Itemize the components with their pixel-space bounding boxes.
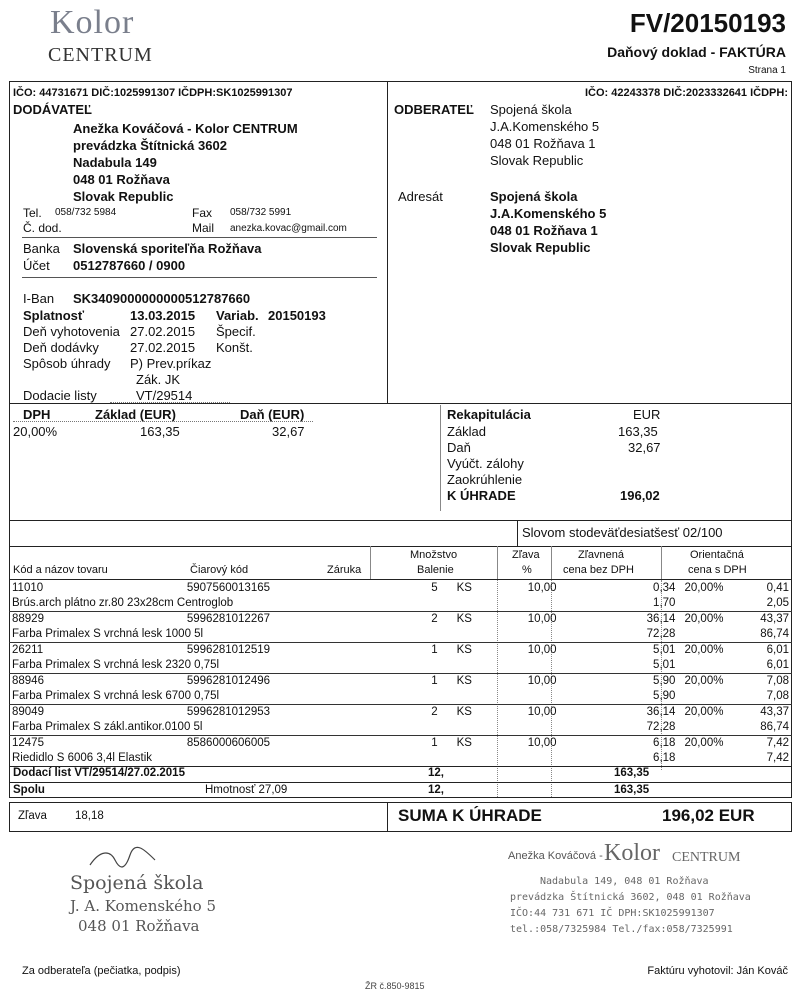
items-table — [9, 581, 792, 766]
item-unit: KS — [456, 582, 472, 594]
item-discount: 10,00 — [527, 737, 557, 749]
supplier-label: DODÁVATEĽ — [13, 102, 92, 117]
item-name: Farba Primalex S zákl.antikor.0100 5l — [12, 721, 203, 733]
table-row — [9, 705, 792, 721]
col-header-disc-pct: % — [522, 564, 532, 576]
var-label: Variab. — [216, 308, 259, 323]
item-unit: KS — [456, 675, 472, 687]
item-vat: 20,00% — [684, 675, 724, 687]
table-row-detail — [9, 751, 792, 766]
item-gross-total: 6,01 — [766, 659, 789, 671]
delivery-note-row-total: 163,35 — [614, 767, 650, 779]
amount-in-words: Slovom stodeväťdesiatšesť 02/100 — [522, 525, 723, 540]
item-discount: 10,00 — [527, 675, 557, 687]
vat-rate: 20,00% — [13, 424, 58, 439]
cdod-label: Č. dod. — [23, 221, 62, 235]
vat-header-dph: DPH — [23, 407, 51, 422]
item-code: 88929 — [12, 613, 44, 625]
recap-total-value: 196,02 — [620, 488, 660, 503]
customer-line: 048 01 Rožňava 1 — [490, 136, 596, 151]
stamp-left-line: J. A. Komenského 5 — [70, 897, 217, 915]
bank-label: Banka — [23, 241, 60, 256]
item-gross: 43,37 — [760, 706, 789, 718]
item-gross-total: 7,42 — [766, 752, 789, 764]
spec-label: Špecif. — [216, 324, 256, 339]
spolu-qty: 12, — [428, 784, 444, 796]
col-header-orient2: cena s DPH — [688, 564, 747, 576]
item-code: 12475 — [12, 737, 44, 749]
mail-label: Mail — [192, 221, 215, 235]
bank-value: Slovenská sporiteľňa Rožňava — [73, 241, 262, 256]
item-qty: 1 — [431, 644, 438, 656]
addressee-line: J.A.Komenského 5 — [490, 206, 607, 221]
delivery-note-row-qty: 12, — [428, 767, 444, 779]
table-row — [9, 581, 792, 596]
discount-label: Zľava — [18, 810, 47, 822]
item-discount: 10,00 — [527, 613, 557, 625]
col-header-pack: Balenie — [417, 564, 454, 576]
sum-value: 196,02 EUR — [662, 806, 755, 825]
item-name: Brús.arch plátno zr.80 23x28cm Centroglob — [12, 597, 234, 609]
payment-value: P) Prev.príkaz — [130, 356, 212, 371]
item-name: Riedidlo S 6006 3,4l Elastik — [12, 752, 152, 764]
item-barcode: 5996281012267 — [186, 613, 271, 625]
customer-ids: IČO: 42243378 DIČ:2023332641 IČDPH: — [584, 87, 788, 99]
item-unit: KS — [456, 644, 472, 656]
due-value: 13.03.2015 — [130, 308, 196, 323]
delivery-note-row-label: Dodací list VT/29514/27.02.2015 — [13, 767, 185, 779]
col-header-orient: Orientačná — [690, 549, 744, 561]
supplier-line: Anežka Kováčová - Kolor CENTRUM — [73, 121, 298, 136]
item-unit: KS — [456, 737, 472, 749]
weight-value: Hmotnosť 27,09 — [205, 784, 288, 796]
supplier-line: prevádzka Štítnická 3602 — [73, 138, 227, 153]
mail-value: anezka.kovac@gmail.com — [230, 223, 347, 234]
item-barcode: 8586000606005 — [186, 737, 271, 749]
stamp-right-owner: Anežka Kováčová - — [508, 850, 603, 862]
sum-label: SUMA K ÚHRADE — [398, 806, 542, 825]
payment-label: Spôsob úhrady — [23, 356, 111, 371]
recap-tax-label: Daň — [447, 440, 471, 455]
vat-header-tax: Daň (EUR) — [240, 407, 305, 422]
spolu-label: Spolu — [13, 784, 45, 796]
col-header-code: Kód a názov tovaru — [13, 564, 108, 576]
item-name: Farba Primalex S vrchná lesk 1000 5l — [12, 628, 204, 640]
item-vat: 20,00% — [684, 644, 724, 656]
logo-sub: CENTRUM — [48, 44, 153, 66]
iban-value: SK3409000000000512787660 — [73, 291, 251, 306]
stamp-right-line: IČO:44 731 671 IČ DPH:SK1025991307 — [510, 908, 715, 919]
konst-label: Konšt. — [216, 340, 253, 355]
item-vat: 20,00% — [684, 613, 724, 625]
supplier-line: Slovak Republic — [73, 189, 174, 204]
col-header-price2: cena bez DPH — [563, 564, 634, 576]
invoice-number: FV/20150193 — [629, 8, 786, 38]
stamp-right-line: tel.:058/7325984 Tel./fax:058/7325991 — [510, 924, 733, 935]
addressee-label: Adresát — [398, 189, 443, 204]
recap-rounding-label: Zaokrúhlenie — [447, 472, 523, 487]
addressee-line: 048 01 Rožňava 1 — [490, 223, 598, 238]
item-vat: 20,00% — [684, 737, 724, 749]
account-value: 0512787660 / 0900 — [73, 258, 186, 273]
item-barcode: 5996281012953 — [186, 706, 271, 718]
issued-value: 27.02.2015 — [130, 324, 196, 339]
fax-label: Fax — [192, 206, 213, 220]
item-total: 6,18 — [653, 752, 676, 764]
customer-label: ODBERATEĽ — [394, 102, 474, 117]
stamp-left-line: 048 01 Rožňava — [78, 917, 200, 935]
table-row — [9, 612, 792, 628]
item-code: 26211 — [12, 644, 44, 656]
item-gross-total: 7,08 — [766, 690, 789, 702]
col-header-price: Zľavnená — [578, 549, 625, 561]
item-gross-total: 2,05 — [766, 597, 789, 609]
table-row-detail — [9, 627, 792, 643]
discount-value: 18,18 — [75, 810, 104, 822]
supplier-line: Nadabula 149 — [73, 155, 157, 170]
table-row-detail — [9, 596, 792, 612]
customer-line: Slovak Republic — [490, 153, 584, 168]
supplier-line: 048 01 Rožňava — [73, 172, 170, 187]
item-discount: 10,00 — [527, 644, 557, 656]
item-code: 11010 — [12, 582, 44, 594]
item-price: 5,01 — [653, 644, 676, 656]
item-qty: 5 — [431, 582, 438, 594]
due-label: Splatnosť — [23, 308, 85, 323]
logo-brand: Kolor — [50, 4, 135, 41]
item-name: Farba Primalex S vrchná lesk 2320 0,75l — [12, 659, 220, 671]
supplier-ids: IČO: 44731671 DIČ:1025991307 IČDPH:SK1025991307 — [13, 87, 293, 99]
customer-line: J.A.Komenského 5 — [490, 119, 600, 134]
tel-value: 058/732 5984 — [55, 207, 117, 218]
addressee-line: Slovak Republic — [490, 240, 591, 255]
table-row-detail — [9, 689, 792, 705]
item-qty: 2 — [431, 706, 438, 718]
page-label: Strana 1 — [748, 65, 786, 76]
stamp-right-line: prevádzka Štítnická 3602, 048 01 Rožňava — [510, 892, 751, 903]
item-total: 72,28 — [646, 628, 676, 640]
fax-value: 058/732 5991 — [230, 207, 292, 218]
item-price: 36,14 — [646, 613, 676, 625]
table-row-detail — [9, 720, 792, 736]
recap-base-value: 163,35 — [618, 424, 658, 439]
item-total: 72,28 — [646, 721, 676, 733]
item-barcode: 5907560013165 — [186, 582, 271, 594]
item-discount: 10,00 — [527, 706, 557, 718]
table-row — [9, 736, 792, 752]
table-row — [9, 674, 792, 690]
item-name: Farba Primalex S vrchná lesk 6700 0,75l — [12, 690, 220, 702]
issued-label: Deň vyhotovenia — [23, 324, 120, 339]
footer-customer-sign: Za odberateľa (pečiatka, podpis) — [22, 965, 181, 977]
dl-value: VT/29514 — [136, 388, 193, 403]
item-gross: 6,01 — [766, 644, 789, 656]
item-barcode: 5996281012519 — [186, 644, 271, 656]
account-label: Účet — [23, 258, 50, 273]
item-gross-total: 86,74 — [760, 721, 789, 733]
doc-type: Daňový doklad - FAKTÚRA — [607, 44, 786, 60]
item-code: 88946 — [12, 675, 44, 687]
item-gross: 0,41 — [766, 582, 789, 594]
table-row — [9, 643, 792, 659]
customer-line: Spojená škola — [490, 102, 572, 117]
recap-currency: EUR — [633, 407, 661, 422]
stamp-right-brand: Kolor — [604, 840, 660, 866]
item-qty: 1 — [431, 675, 438, 687]
addressee-line: Spojená škola — [490, 189, 578, 204]
col-header-qty: Množstvo — [410, 549, 458, 561]
stamp-left-line: Spojená škola — [70, 872, 204, 894]
item-code: 89049 — [12, 706, 44, 718]
item-gross: 7,42 — [766, 737, 789, 749]
item-gross-total: 86,74 — [760, 628, 789, 640]
item-price: 36,14 — [646, 706, 676, 718]
recap-total-label: K ÚHRADE — [447, 488, 516, 503]
item-vat: 20,00% — [684, 582, 724, 594]
delivery-label: Deň dodávky — [23, 340, 99, 355]
dl-label: Dodacie listy — [23, 388, 97, 403]
spolu-total: 163,35 — [614, 784, 650, 796]
footer-registry: ŽR č.850-9815 — [365, 981, 425, 991]
stamp-right-line: Nadabula 149, 048 01 Rožňava — [540, 876, 709, 887]
item-price: 0,34 — [653, 582, 676, 594]
footer-issued-by: Faktúru vyhotovil: Ján Kováč — [647, 965, 788, 977]
col-header-warranty: Záruka — [327, 564, 362, 576]
recap-deposit-label: Vyúčt. zálohy — [447, 456, 524, 471]
item-unit: KS — [456, 706, 472, 718]
recap-base-label: Základ — [447, 424, 487, 439]
item-price: 5,90 — [653, 675, 676, 687]
vat-tax: 32,67 — [272, 424, 305, 439]
zak-value: Zák. JK — [136, 372, 181, 387]
item-discount: 10,00 — [527, 582, 557, 594]
delivery-value: 27.02.2015 — [130, 340, 196, 355]
tel-label: Tel. — [23, 206, 42, 220]
vat-header-base: Základ (EUR) — [95, 407, 176, 422]
item-vat: 20,00% — [684, 706, 724, 718]
col-header-disc: Zľava — [512, 549, 540, 561]
item-total: 5,90 — [653, 690, 676, 702]
item-price: 6,18 — [653, 737, 676, 749]
table-row-detail — [9, 658, 792, 674]
recap-title: Rekapitulácia — [447, 407, 531, 422]
vat-base: 163,35 — [140, 424, 180, 439]
item-qty: 1 — [431, 737, 438, 749]
iban-label: I-Ban — [23, 291, 55, 306]
item-barcode: 5996281012496 — [186, 675, 271, 687]
item-total: 1,70 — [653, 597, 676, 609]
item-gross: 7,08 — [766, 675, 789, 687]
recap-tax-value: 32,67 — [628, 440, 661, 455]
col-header-barcode: Čiarový kód — [190, 564, 249, 576]
item-qty: 2 — [431, 613, 438, 625]
item-total: 5,01 — [653, 659, 676, 671]
signature-icon — [85, 845, 165, 875]
item-unit: KS — [456, 613, 472, 625]
var-value: 20150193 — [268, 308, 326, 323]
item-gross: 43,37 — [760, 613, 789, 625]
stamp-right-brand2: CENTRUM — [672, 850, 741, 865]
